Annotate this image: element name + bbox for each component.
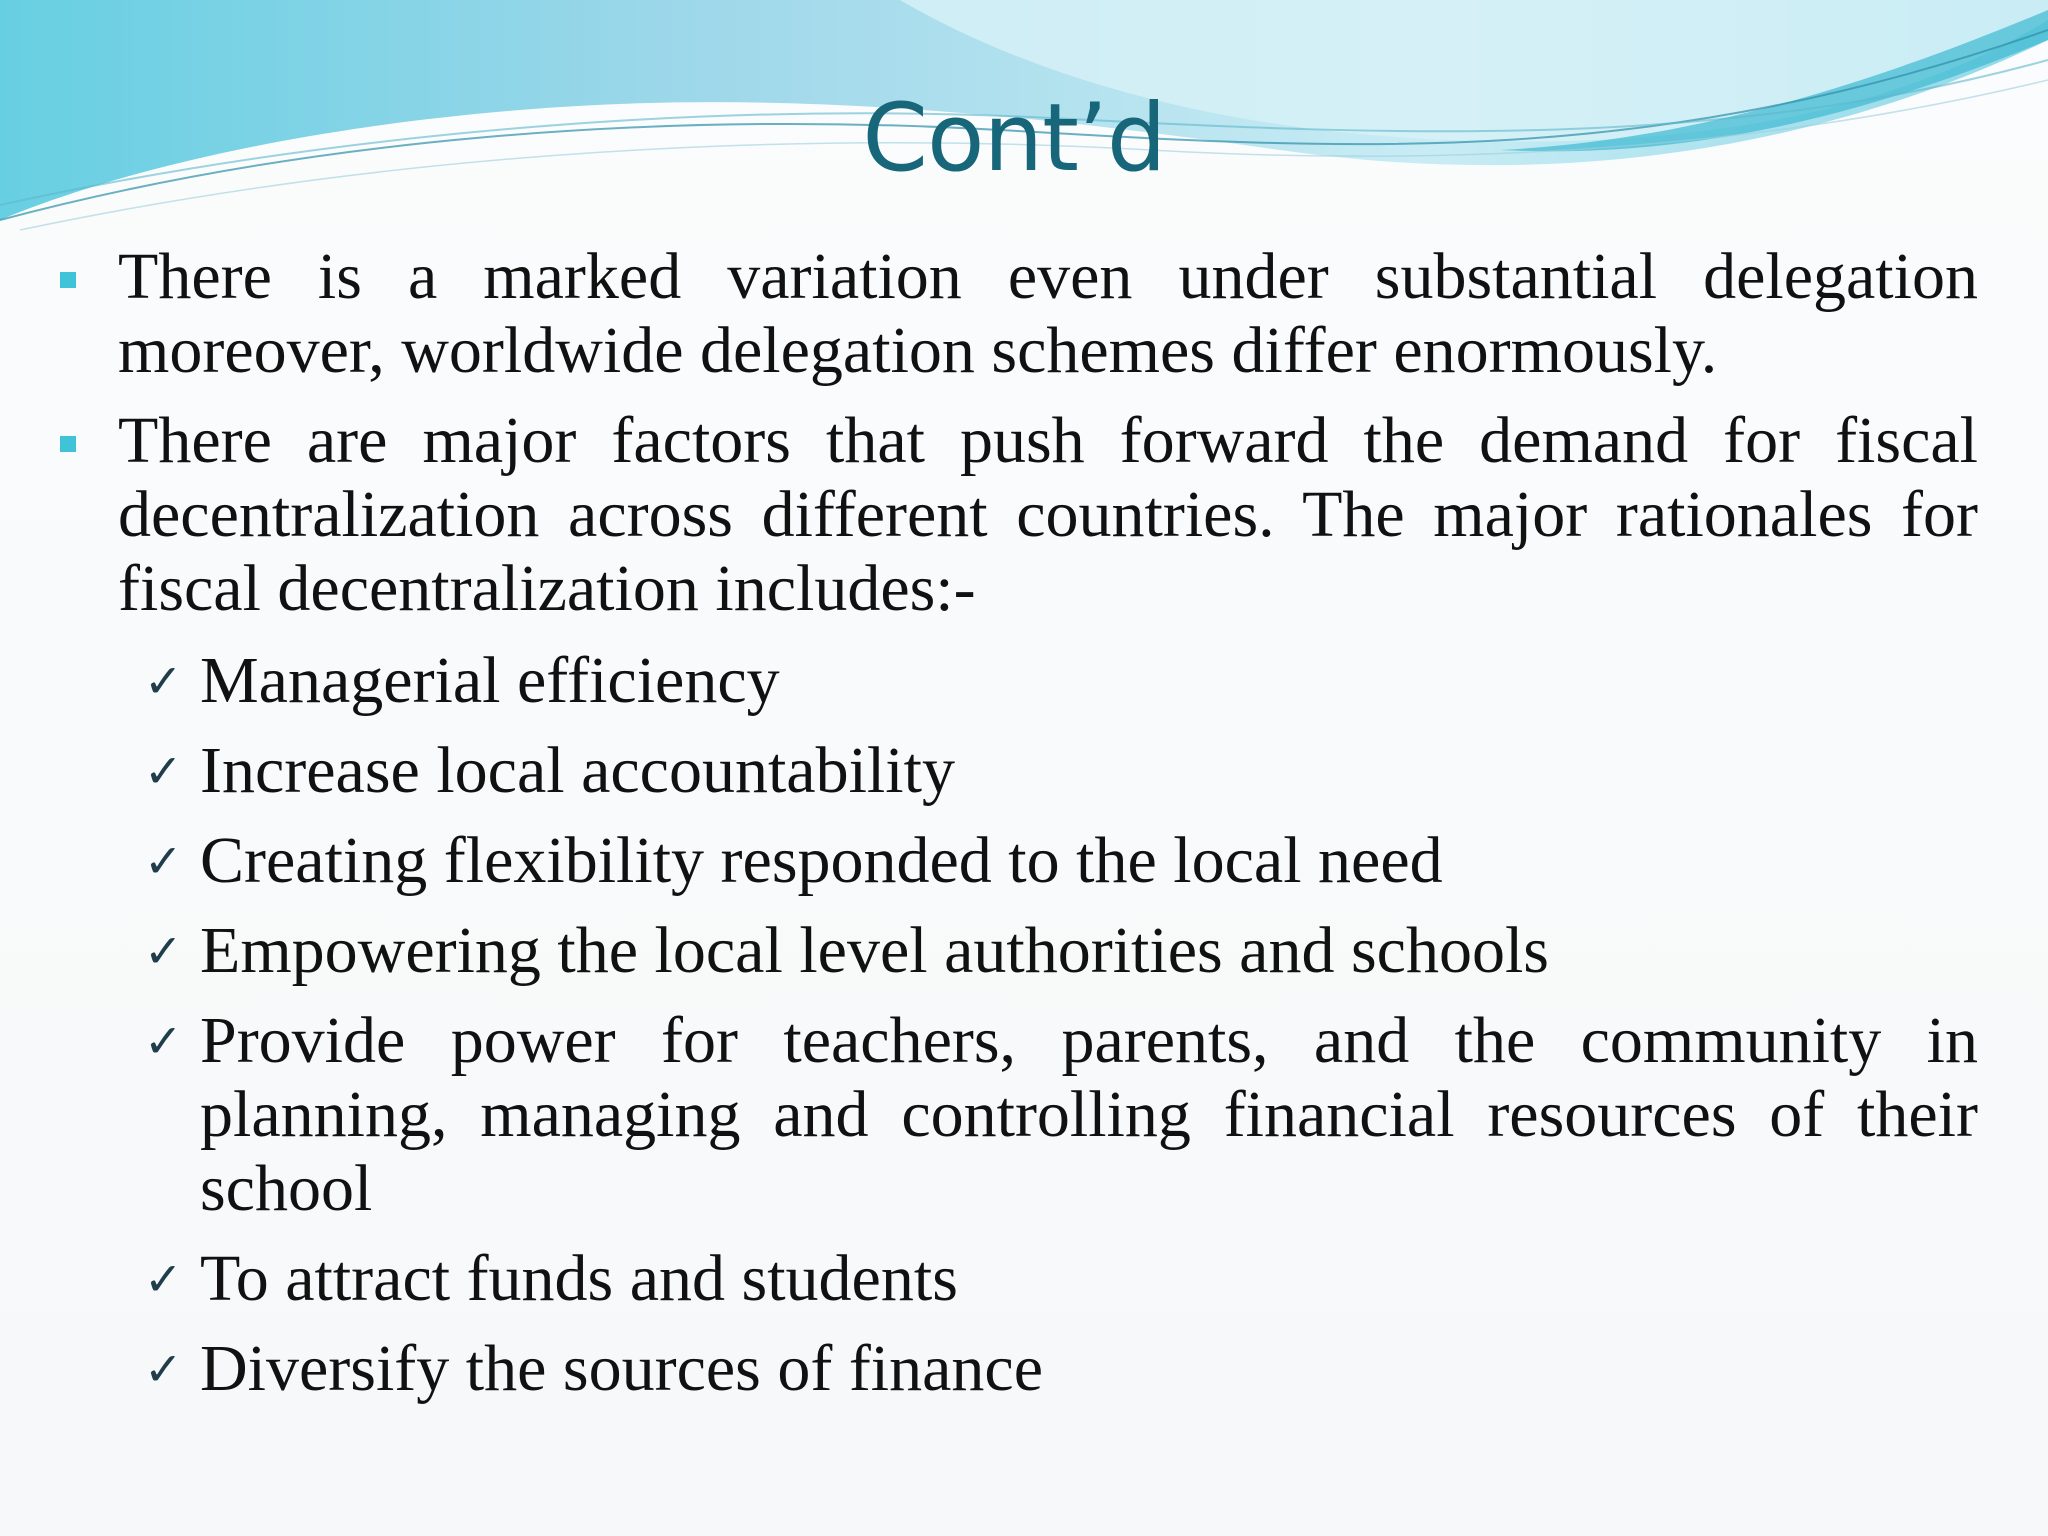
- checkmark-icon: ✓: [144, 834, 183, 888]
- square-bullet-icon: [60, 436, 76, 452]
- rationale-text: Increase local accountability: [200, 734, 955, 807]
- checkmark-icon: ✓: [144, 1342, 183, 1396]
- rationale-text: Managerial efficiency: [200, 644, 780, 717]
- rationale-text: Creating flexibility responded to the local need: [200, 824, 1443, 897]
- slide-content: [58, 240, 1978, 1422]
- rationale-text: Diversify the sources of finance: [200, 1332, 1044, 1405]
- rationale-list: [58, 644, 1978, 1406]
- rationale-item: [144, 1004, 1978, 1226]
- rationale-item: [144, 644, 1978, 718]
- checkmark-icon: ✓: [144, 1014, 183, 1068]
- rationale-text: Empowering the local level authorities and schools: [200, 914, 1549, 987]
- checkmark-icon: ✓: [144, 1252, 183, 1306]
- slide-title: Cont’d: [862, 84, 1166, 193]
- rationale-text: To attract funds and students: [200, 1242, 958, 1315]
- rationale-item: [144, 734, 1978, 808]
- checkmark-icon: ✓: [144, 924, 183, 978]
- rationale-item: [144, 914, 1978, 988]
- bullet-item: [58, 404, 1978, 626]
- rationale-text: Provide power for teachers, parents, and the community in planning, managing and controlling financial resources of their school: [200, 1004, 1978, 1225]
- bullet-item: [58, 240, 1978, 388]
- checkmark-icon: ✓: [144, 744, 183, 798]
- bullet-text: There are major factors that push forward the demand for fiscal decentralization across different countries. The major rationales for fiscal decentralization includes:-: [118, 404, 1978, 625]
- rationale-item: [144, 824, 1978, 898]
- bullet-text: There is a marked variation even under substantial delegation moreover, worldwide delegation schemes differ enormously.: [118, 240, 1978, 387]
- rationale-item: [144, 1242, 1978, 1316]
- square-bullet-icon: [60, 272, 76, 288]
- checkmark-icon: ✓: [144, 654, 183, 708]
- rationale-item: [144, 1332, 1978, 1406]
